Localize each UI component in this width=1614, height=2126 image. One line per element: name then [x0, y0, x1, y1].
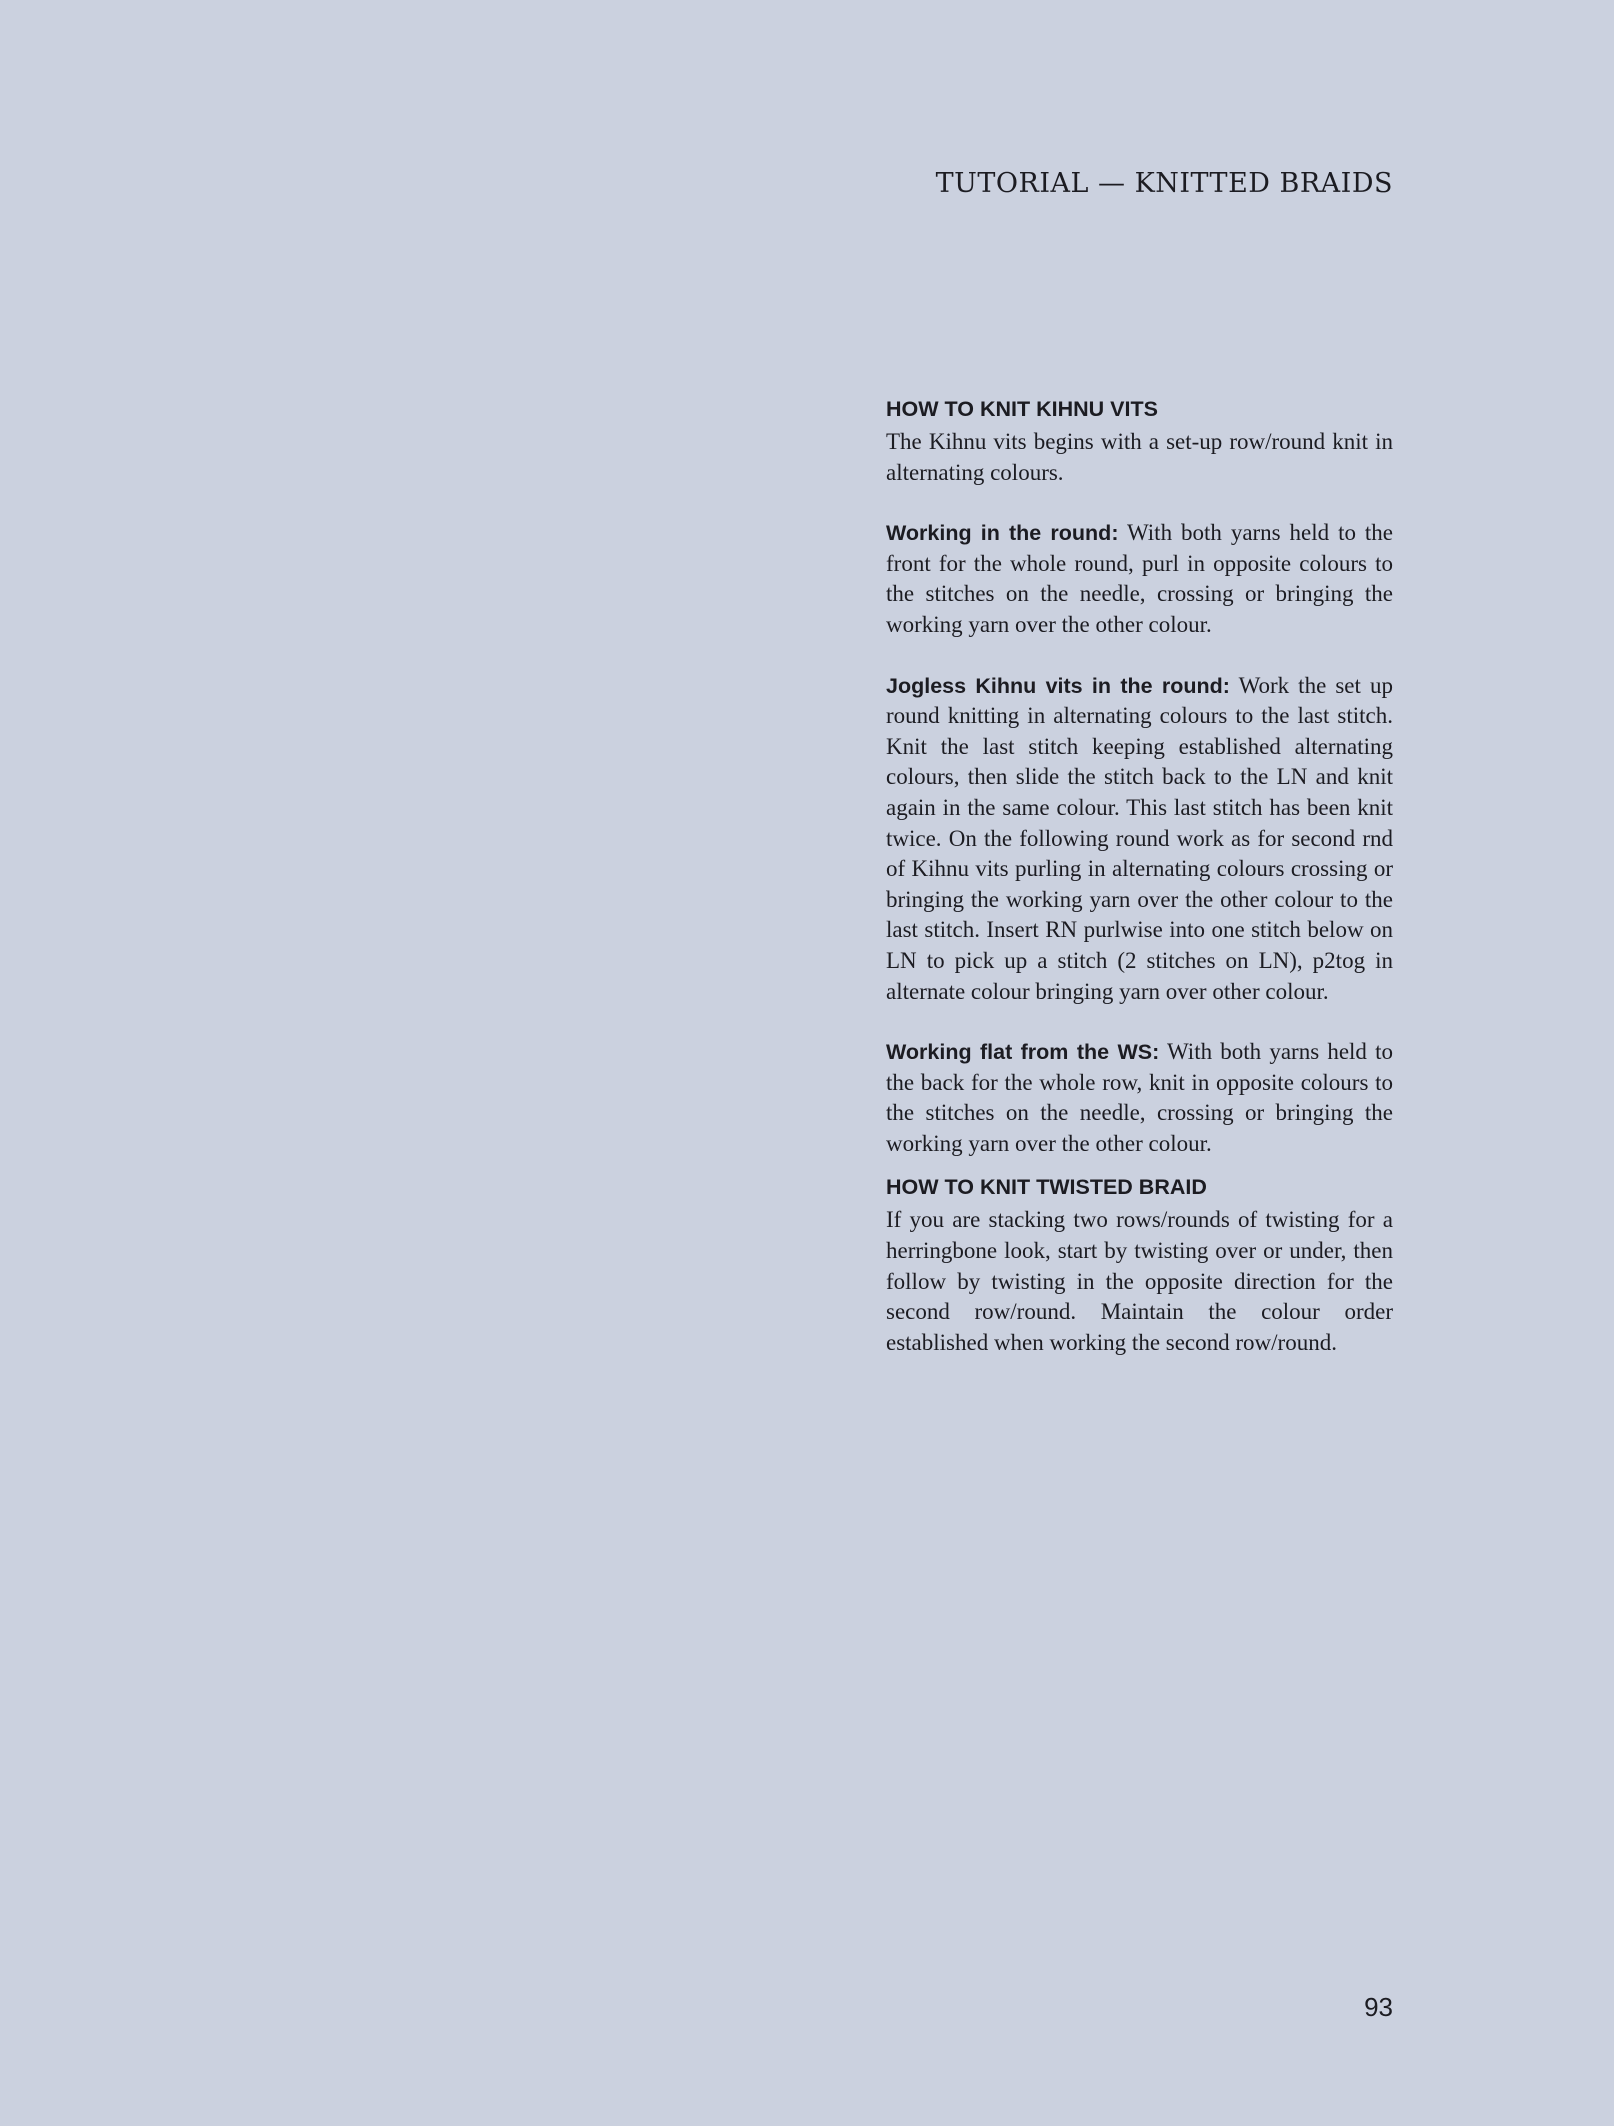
- working-flat-lead: Working flat from the WS:: [886, 1040, 1160, 1065]
- jogless-text: Work the set up round knitting in alternating colours to the last stitch. Knit the last stitch keeping established alternating colours, then slide the stitch back to the LN and knit again in the same colour. This last stitch has been knit twice. On the following round work as for second rnd of Kihnu vits purling in alternating colours crossing or bringing the working yarn over the other colour to the last stitch. Insert RN purlwise into one stitch below on LN to pick up a stitch (2 stitches on LN), p2tog in alternate colour bringing yarn over other colour.: [886, 672, 1393, 1004]
- twisted-braid-paragraph: If you are stacking two rows/rounds of twisting for a herringbone look, start by twisting over or under, then follow by twisting in the opposite direction for the second row/round. Maintain the colour order established when working the second row/round.: [886, 1207, 1393, 1355]
- working-in-round-paragraph: [886, 518, 1393, 640]
- working-flat-paragraph: [886, 1037, 1393, 1159]
- page-number: 93: [1364, 1992, 1393, 2022]
- spacer: [886, 1007, 1393, 1037]
- article-body: [886, 395, 1393, 1358]
- working-flat-text: With both yarns held to the back for the whole row, knit in opposite colours to the stitches on the needle, crossing or bringing the working yarn over the other colour.: [886, 1039, 1393, 1156]
- spacer: [886, 641, 1393, 671]
- running-head: TUTORIAL — KNITTED BRAIDS: [935, 168, 1393, 199]
- jogless-lead: Jogless Kihnu vits in the round:: [886, 673, 1230, 698]
- kihnu-vits-intro: The Kihnu vits begins with a set-up row/round knit in alternating colours.: [886, 429, 1393, 485]
- spacer: [886, 1159, 1393, 1173]
- working-in-round-text: With both yarns held to the front for the whole round, purl in opposite colours to the stitches on the needle, crossing or bringing the working yarn over the other colour.: [886, 520, 1394, 637]
- spacer: [886, 488, 1393, 518]
- jogless-paragraph: [886, 671, 1393, 1008]
- twisted-braid-heading: HOW TO KNIT TWISTED BRAID: [886, 1175, 1207, 1200]
- kihnu-vits-heading: HOW TO KNIT KIHNU VITS: [886, 397, 1158, 421]
- working-in-round-lead: Working in the round:: [886, 521, 1119, 546]
